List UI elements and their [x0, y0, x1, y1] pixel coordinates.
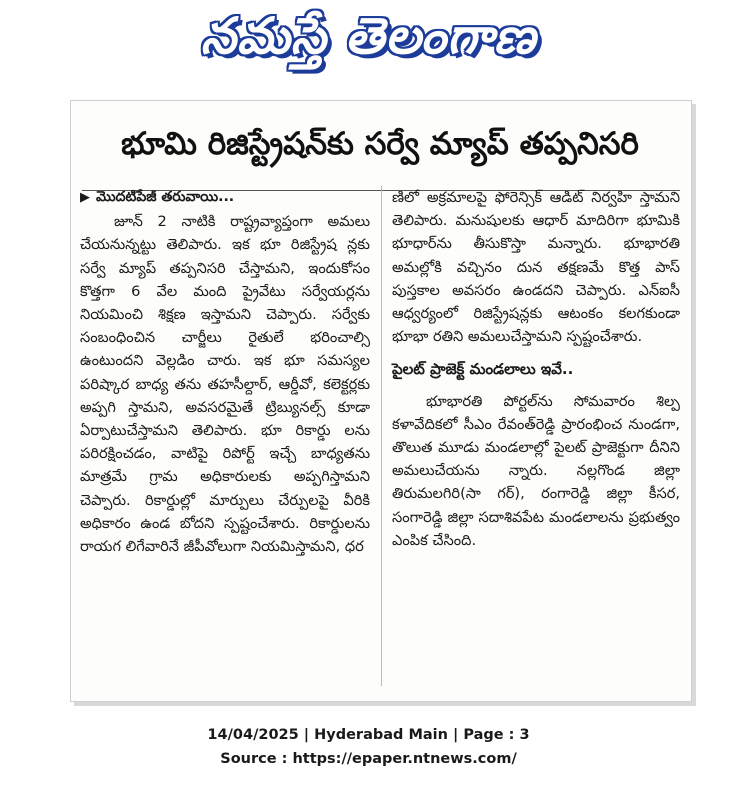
continued-from-label: [80, 186, 370, 209]
column-divider: [381, 186, 382, 686]
footer-date-edition: 14/04/2025 | Hyderabad Main | Page : 3: [207, 727, 530, 743]
masthead-title: నమస్తే తెలంగాణ: [200, 6, 537, 65]
article-column-left: [80, 186, 370, 558]
article-paragraph: భూభారతి పోర్టల్‌ను సోమవారం శిల్ప కళావేదికలో సీఎం రేవంత్‌రెడ్డి ప్రారంభించ నుండగా, తొలుత మూడు మండలాల్లో పైలట్ ప్రాజెక్టుగా దీనిని అమలుచేయను న్నారు. నల్లగొండ జిల్లా తిరుమలగిరి(సా గర్), రంగారెడ్డి జిల్లా కీసర, సంగారెడ్డి జిల్లా సదాశివపేట మండలాలను ప్రభుత్వం ఎంపిక చేసింది.: [392, 392, 680, 549]
play-arrow-icon: ▶: [80, 190, 90, 205]
page-footer: [0, 723, 737, 771]
newspaper-masthead: [0, 6, 737, 78]
article-subheading: పైలట్ ప్రాజెక్ట్ మండలాలు ఇవే..: [392, 360, 574, 379]
footer-source: Source : https://epaper.ntnews.com/: [220, 751, 517, 767]
article-paragraph: జూన్ 2 నాటికి రాష్ట్రవ్యాప్తంగా అమలు చేయనున్నట్టు తెలిపారు. ఇక భూ రిజిస్ట్రేష న్లకు సర్వే మ్యాప్ తప్పనిసరి చేస్తామని, ఇందుకోసం కొత్తగా 6 వేల మంది ప్రైవేటు సర్వేయర్లను నియమించి శిక్షణ ఇస్తామని చెప్పారు. సర్వేకు సంబంధించిన చార్జీలు రైతులే భరించాల్సి ఉంటుందని వెల్లడిం చారు. ఇక భూ సమస్యల పరిష్కార బాధ్య తను తహసీల్దార్, ఆర్డీవో, కలెక్టర్లకు అప్పగి స్తామని, అవసరమైతే ట్రిబ్యునల్స్ కూడా ఏర్పాటుచేస్తామని తెలిపారు. భూ రికార్డు లను పరిరక్షించడం, వాటిపై రిపోర్ట్ ఇచ్చే బాధ్యతను మాత్రమే గ్రామ అధికారులకు అప్పగిస్తామని చెప్పారు. రికార్డుల్లో మార్పులు చేర్పులపై వీరికి అధికారం ఉండ బోదని స్పష్టంచేశారు. రికార్డులను రాయగ లిగేవారినే జీపీవోలుగా నియమిస్తామని, ధర: [80, 213, 370, 556]
jump-label-text: మొదటిపేజీ తరువాయి...: [96, 189, 235, 205]
article-column-right: [392, 186, 680, 552]
article-paragraph: ణిలో అక్రమాలపై ఫోరెన్సిక్ ఆడిట్ నిర్వహి స్తామని తెలిపారు. మనుషులకు ఆధార్ మాదిరిగా భూమికి భూధార్‌ను తీసుకొస్తా మన్నారు. భూభారతి అమల్లోకి వచ్చినం దున తక్షణమే కొత్త పాస్ పుస్తకాల అవసరం ఉండదని చెప్పారు. ఎన్ఐసీ ఆధ్వర్యంలో రిజిస్ట్రేషన్లకు ఆటంకం కలగకుండా భూభా రతిని అమలుచేస్తామని స్పష్టంచేశారు.: [392, 189, 680, 346]
article-headline: భూమి రిజిస్ట్రేషన్‌కు సర్వే మ్యాప్ తప్పనిసరి: [121, 125, 639, 162]
